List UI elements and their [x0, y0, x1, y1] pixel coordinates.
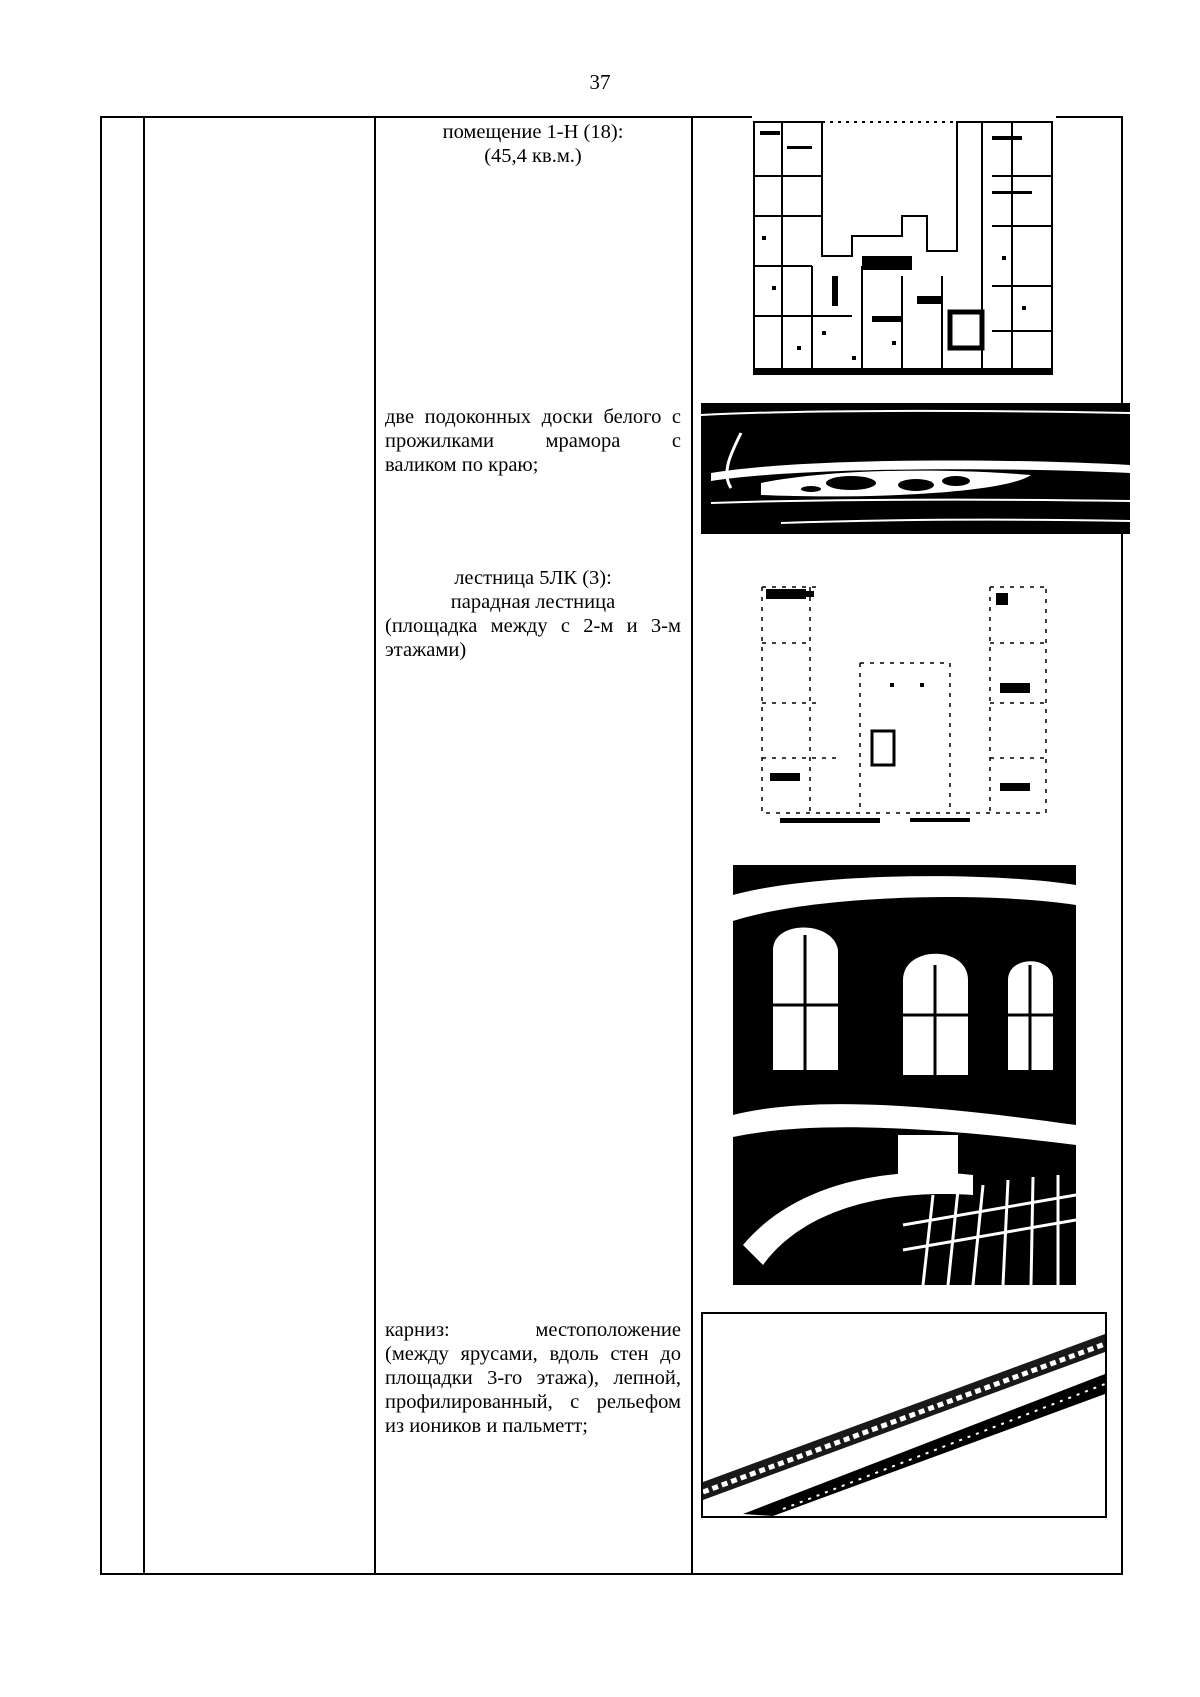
column-border-3: [374, 116, 376, 1575]
cornice-description: [385, 1318, 681, 1438]
stair-line-1: лестница 5ЛК (3):: [454, 567, 612, 589]
floor-plan-image-1: [752, 116, 1056, 380]
stair-line-3: (площадка между с 2-м и 3-м: [385, 615, 681, 637]
cornice-line-1: карниз: местоположение: [385, 1319, 681, 1341]
column-border-2: [143, 116, 145, 1575]
window-sill-photo: [701, 403, 1130, 534]
cornice-line-5: из иоников и пальметт;: [385, 1415, 588, 1437]
page-number: 37: [589, 70, 611, 94]
staircase-photo: [733, 865, 1076, 1285]
column-border-1: [100, 116, 102, 1575]
cornice-line-2: (между ярусами, вдоль стен до: [385, 1343, 681, 1365]
staircase-description: [385, 566, 681, 662]
column-border-4: [691, 116, 693, 1575]
window-sills-description: [385, 405, 681, 477]
column-border-5: [1121, 116, 1123, 1575]
stair-line-4: этажами): [385, 639, 467, 661]
sills-line-1: две подоконных доски белого с: [385, 406, 681, 428]
stair-line-2: парадная лестница: [450, 591, 616, 613]
room-line-1: помещение 1-Н (18):: [442, 121, 624, 143]
sills-line-2: прожилками мрамора с: [385, 430, 681, 452]
room-line-2: (45,4 кв.м.): [484, 145, 582, 167]
sills-line-3: валиком по краю;: [385, 454, 539, 476]
cornice-line-4: профилированный, с рельефом: [385, 1391, 681, 1413]
table-bottom-border: [100, 1573, 1123, 1575]
floor-plan-image-2: [760, 583, 1050, 846]
cornice-line-3: площадки 3-го этажа), лепной,: [385, 1367, 681, 1389]
room-description: [384, 120, 682, 168]
cornice-photo: [701, 1312, 1107, 1518]
